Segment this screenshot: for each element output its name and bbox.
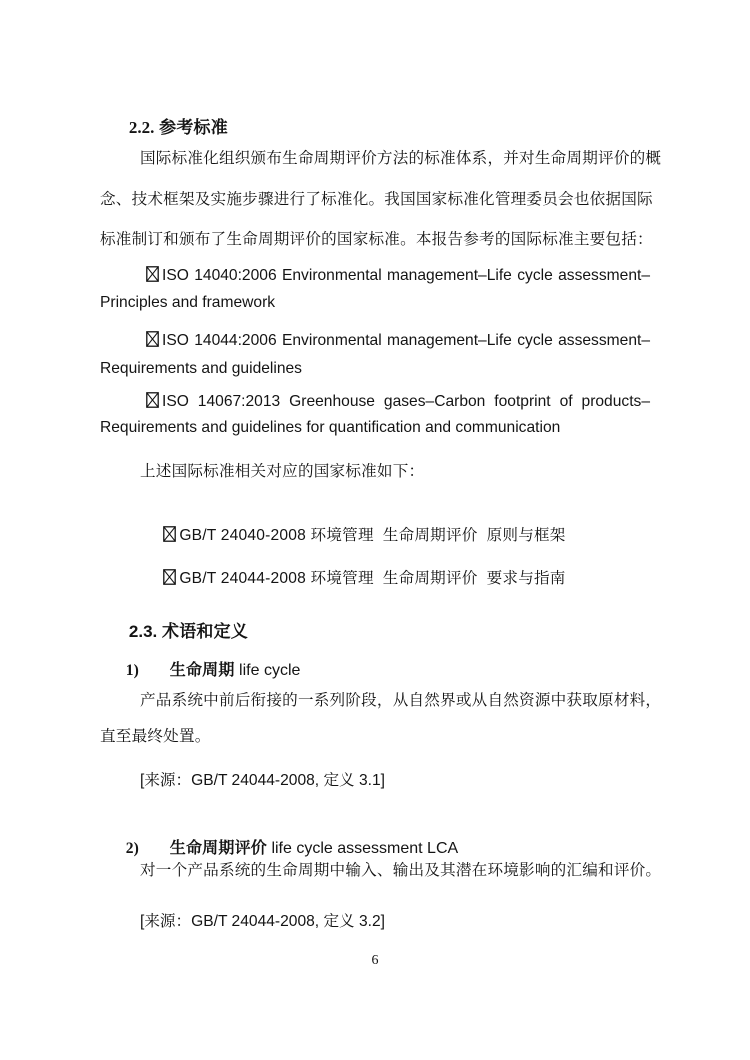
gb-standard-text: GB/T 24044-2008 环境管理 生命周期评价 要求与指南 bbox=[179, 570, 566, 587]
crossed-box-bullet-icon bbox=[146, 331, 159, 347]
iso-standard-text: ISO 14040:2006 Environmental management–Life cycle assessment– bbox=[162, 267, 650, 284]
page-number: 6 bbox=[371, 953, 379, 968]
term-zh: 生命周期 bbox=[169, 662, 235, 679]
iso-item-line2: Principles and framework bbox=[100, 294, 276, 311]
iso-item-line1 bbox=[100, 265, 650, 287]
term-number: 1) bbox=[125, 662, 139, 679]
term-definition-line: 直至最终处置。 bbox=[100, 728, 211, 745]
section-title: 参考标准 bbox=[159, 118, 228, 137]
term-zh: 生命周期评价 bbox=[169, 840, 267, 857]
term-source: [来源：GB/T 24044-2008, 定义 3.2] bbox=[140, 913, 385, 930]
gb-standard-text: GB/T 24040-2008 环境管理 生命周期评价 原则与框架 bbox=[179, 527, 566, 544]
term-source: [来源：GB/T 24044-2008, 定义 3.1] bbox=[140, 772, 385, 789]
term-en: life cycle assessment LCA bbox=[271, 840, 459, 857]
section-number: 2.2. bbox=[128, 118, 155, 137]
term-definition-line: 产品系统中前后衔接的一系列阶段，从自然界或从自然资源中获取原材料， bbox=[140, 692, 662, 709]
crossed-box-bullet-icon bbox=[146, 392, 159, 408]
iso-standard-text: ISO 14067:2013 Greenhouse gases–Carbon footprint of products– bbox=[162, 393, 650, 410]
term-definition-line: 对一个产品系统的生命周期中输入、输出及其潜在环境影响的汇编和评价。 bbox=[140, 862, 662, 879]
iso-item-line1 bbox=[100, 391, 650, 413]
iso-item-line2: Requirements and guidelines bbox=[100, 360, 302, 377]
term-number: 2) bbox=[125, 840, 139, 857]
iso-standard-text: ISO 14044:2006 Environmental management–Life cycle assessment– bbox=[162, 332, 650, 349]
crossed-box-bullet-icon bbox=[146, 266, 159, 282]
iso-item-line1 bbox=[100, 330, 650, 352]
crossed-box-bullet-icon bbox=[163, 526, 176, 542]
term-en: life cycle bbox=[239, 662, 301, 679]
section-number: 2.3. bbox=[128, 622, 158, 641]
paragraph-line: 标准制订和颁布了生命周期评价的国家标准。本报告参考的国际标准主要包括： bbox=[100, 231, 653, 248]
section-title: 术语和定义 bbox=[162, 622, 248, 641]
national-standards-intro: 上述国际标准相关对应的国家标准如下： bbox=[140, 463, 425, 480]
paragraph-line: 念、技术框架及实施步骤进行了标准化。我国国家标准化管理委员会也依据国际 bbox=[100, 191, 653, 208]
crossed-box-bullet-icon bbox=[163, 569, 176, 585]
iso-item-line2: Requirements and guidelines for quantification and communication bbox=[100, 419, 561, 436]
paragraph-line: 国际标准化组织颁布生命周期评价方法的标准体系，并对生命周期评价的概 bbox=[140, 150, 662, 167]
